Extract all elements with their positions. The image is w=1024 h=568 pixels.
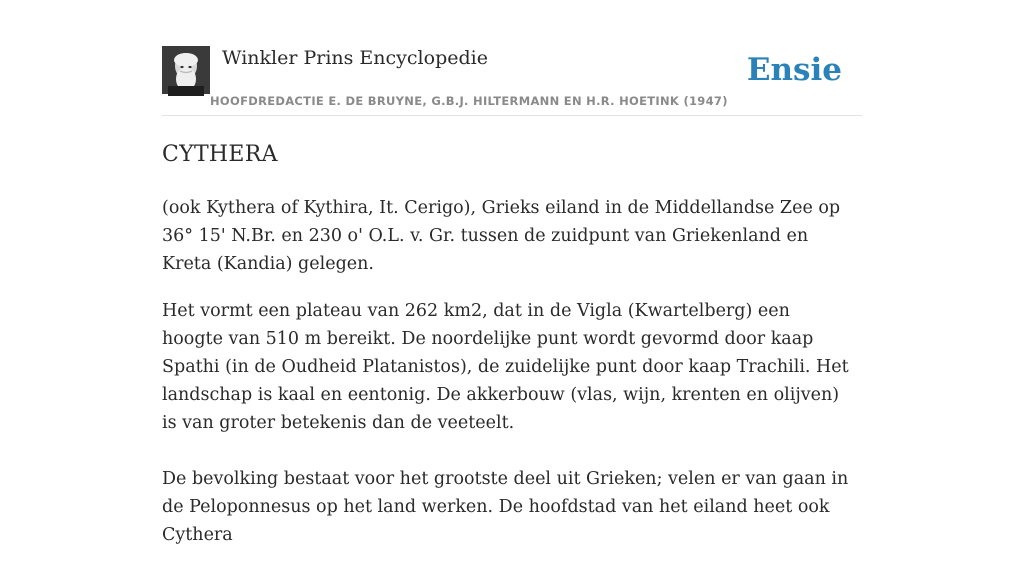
source-subtitle: HOOFDREDACTIE E. DE BRUYNE, G.B.J. HILTERMANN EN H.R. HOETINK (1947): [210, 94, 728, 108]
source-title[interactable]: Winkler Prins Encyclopedie: [222, 47, 488, 69]
portrait-photo-icon: [162, 46, 210, 94]
source-header: [162, 46, 862, 116]
article: [162, 140, 852, 568]
article-paragraph-1: (ook Kythera of Kythira, It. Cerigo), Grieks eiland in de Middellandse Zee op 36° 15' N.Br. en 230 o' O.L. v. Gr. tussen de zuidpunt van Griekenland en Kreta (Kandia) gelegen.: [162, 198, 841, 274]
article-title: CYTHERA: [162, 142, 278, 167]
article-paragraph-2: Het vormt een plateau van 262 km2, dat in de Vigla (Kwartelberg) een hoogte van 510 m bereikt. De noordelijke punt wordt gevormd door kaap Spathi (in de Oudheid Platanistos), de zuidelijke punt door kaap Trachili. Het landschap is kaal en eentonig. De akkerbouw (vlas, wijn, krenten en olijven) is van groter betekenis dan de veeteelt.: [162, 301, 849, 433]
author-avatar[interactable]: [162, 46, 210, 94]
article-paragraph-3: De bevolking bestaat voor het grootste deel uit Grieken; velen er van gaan in de Peloponnesus op het land werken. De hoofdstad van het eiland heet ook Cythera: [162, 469, 849, 545]
ensie-logo-link[interactable]: Ensie: [746, 52, 842, 88]
